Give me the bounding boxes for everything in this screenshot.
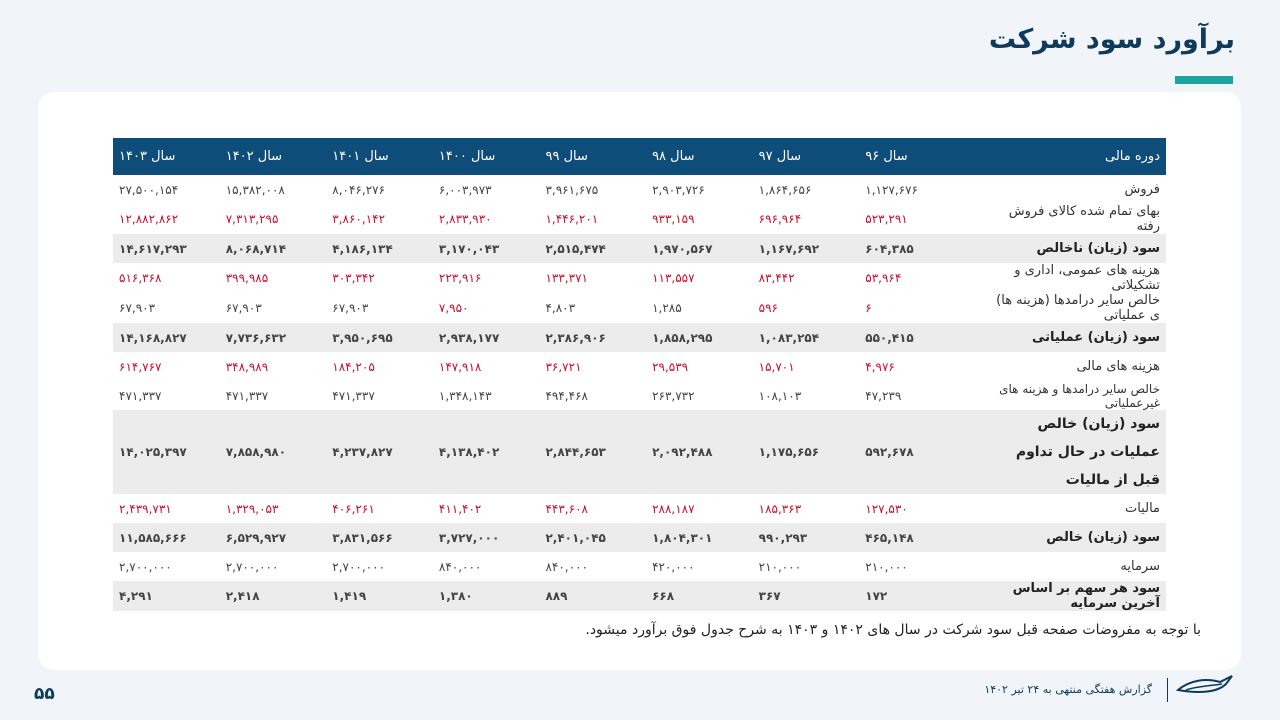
table-cell: ۲۱۰,۰۰۰ <box>865 559 908 574</box>
table-cell: ۲۹,۵۳۹ <box>652 359 689 374</box>
table-cell: ۹۹۰,۲۹۳ <box>753 523 860 552</box>
table-header-row <box>113 138 1166 175</box>
table-cell: ۱۴,۰۲۵,۳۹۷ <box>113 410 220 494</box>
row-label: فروش <box>1124 182 1160 197</box>
table-cell: ۱,۴۴۶,۲۰۱ <box>545 212 599 226</box>
table-cell: ۲,۷۰۰,۰۰۰ <box>119 559 172 574</box>
table-cell: ۸,۰۴۶,۲۷۶ <box>332 182 386 197</box>
title-accent-bar <box>1175 76 1233 84</box>
table-cell: ۳,۷۲۷,۰۰۰ <box>433 523 540 552</box>
table-cell: ۴۴۳,۶۰۸ <box>545 501 588 516</box>
table-cell: ۲۸۸,۱۸۷ <box>652 501 695 516</box>
row-label: مالیات <box>1124 501 1160 516</box>
page-title: برآورد سود شرکت <box>988 24 1235 55</box>
table-cell: ۱۵,۷۰۱ <box>758 359 795 374</box>
table-cell: ۱۸۵,۳۶۳ <box>758 501 802 516</box>
header-year-97: سال ۹۷ <box>753 138 860 175</box>
row-label: سود (زیان) خالص <box>979 523 1166 552</box>
header-year-98: سال ۹۸ <box>646 138 753 175</box>
table-cell: ۱,۸۶۴,۶۵۶ <box>758 182 812 197</box>
table-row <box>113 523 1166 552</box>
table-cell: ۲۶۳,۷۳۲ <box>652 388 695 403</box>
table-cell: ۲,۵۱۵,۴۷۴ <box>539 234 646 263</box>
table-row <box>113 381 1166 410</box>
table-row <box>113 552 1166 581</box>
table-cell: ۴۹۴,۴۶۸ <box>545 388 588 403</box>
row-label: خالص سایر درامدها (هزینه ها) ی عملیاتی <box>996 293 1160 323</box>
table-cell: ۱,۳۸۰ <box>433 581 540 611</box>
table-cell: ۳,۹۵۰,۶۹۵ <box>326 323 433 352</box>
header-year-1401: سال ۱۴۰۱ <box>326 138 433 175</box>
table-row <box>113 234 1166 263</box>
table-cell: ۴۷۱,۳۳۷ <box>225 388 269 403</box>
table-cell: ۴۷۱,۳۳۷ <box>332 388 375 403</box>
header-year-1403: سال ۱۴۰۳ <box>113 138 220 175</box>
table-cell: ۳,۹۶۱,۶۷۵ <box>545 182 599 197</box>
table-cell: ۲,۴۱۸ <box>220 581 327 611</box>
table-cell: ۲,۹۳۸,۱۷۷ <box>433 323 540 352</box>
table-cell: ۱,۴۱۹ <box>326 581 433 611</box>
table-cell: ۲,۹۰۳,۷۲۶ <box>652 182 705 197</box>
row-label: هزینه های عمومی، اداری و تشکیلاتی <box>1014 263 1160 293</box>
table-cell: ۱۴,۶۱۷,۲۹۳ <box>113 234 220 263</box>
table-cell: ۷,۷۳۶,۶۳۲ <box>220 323 327 352</box>
table-row <box>113 323 1166 352</box>
table-cell: ۱۱۳,۵۵۷ <box>652 271 695 285</box>
row-label: بهای تمام شده کالای فروش رفته <box>1008 204 1160 234</box>
table-cell: ۵۳,۹۶۴ <box>865 271 902 285</box>
table-cell: ۶۷,۹۰۳ <box>332 301 369 315</box>
table-cell: ۶۷,۹۰۳ <box>225 301 262 315</box>
table-cell: ۴,۹۷۶ <box>865 359 895 374</box>
table-cell: ۵۵۰,۴۱۵ <box>859 323 979 352</box>
table-cell: ۲,۴۳۹,۷۳۱ <box>119 501 172 516</box>
page-number: ۵۵ <box>34 684 55 704</box>
table-cell: ۵۹۶ <box>758 301 778 315</box>
table-cell: ۱۵,۳۸۲,۰۰۸ <box>225 182 285 197</box>
table-cell: ۶۶۸ <box>646 581 753 611</box>
table-cell: ۲۷,۵۰۰,۱۵۴ <box>119 182 179 197</box>
table-cell: ۱,۳۴۸,۱۴۳ <box>438 388 492 403</box>
table-cell: ۲,۳۸۶,۹۰۶ <box>539 323 646 352</box>
profit-estimate-table <box>113 138 1166 611</box>
table-cell: ۱۴۷,۹۱۸ <box>438 359 482 374</box>
report-label: گزارش هفتگی منتهی به ۲۴ تیر ۱۴۰۲ <box>984 683 1152 696</box>
row-label: خالص سایر درامدها و هزینه های غیرعملیاتی <box>999 381 1160 410</box>
table-cell: ۷,۸۵۸,۹۸۰ <box>220 410 327 494</box>
table-cell: ۲,۸۳۳,۹۳۰ <box>438 212 492 226</box>
table-cell: ۴۲۰,۰۰۰ <box>652 559 695 574</box>
table-cell: ۲,۷۰۰,۰۰۰ <box>225 559 279 574</box>
row-label: سرمایه <box>1120 559 1160 574</box>
table-row <box>113 352 1166 381</box>
table-cell: ۲,۴۰۱,۰۴۵ <box>539 523 646 552</box>
table-cell: ۱,۰۸۳,۲۵۴ <box>753 323 860 352</box>
table-cell: ۴۰۶,۲۶۱ <box>332 501 375 516</box>
table-cell: ۱,۱۷۵,۶۵۶ <box>753 410 860 494</box>
table-cell: ۱۷۲ <box>859 581 979 611</box>
table-cell: ۷,۹۵۰ <box>438 301 469 315</box>
table-cell: ۷,۳۱۳,۲۹۵ <box>225 212 279 226</box>
footer-divider <box>1167 678 1168 702</box>
header-year-1400: سال ۱۴۰۰ <box>433 138 540 175</box>
table-cell: ۶۹۶,۹۶۴ <box>758 212 802 226</box>
table-row <box>113 293 1166 323</box>
table-cell: ۱۱,۵۸۵,۶۶۶ <box>113 523 220 552</box>
table-cell: ۸,۰۶۸,۷۱۴ <box>220 234 327 263</box>
table-cell: ۴,۸۰۳ <box>545 301 576 315</box>
table-cell: ۱۲۷,۵۳۰ <box>865 501 908 516</box>
table-cell: ۳,۸۶۰,۱۴۲ <box>332 212 386 226</box>
table-row <box>113 204 1166 234</box>
table-cell: ۳۶,۷۲۱ <box>545 359 582 374</box>
table-cell: ۸۴۰,۰۰۰ <box>545 559 588 574</box>
table-cell: ۵۲۳,۲۹۱ <box>865 212 908 226</box>
table-cell: ۲۱۰,۰۰۰ <box>758 559 802 574</box>
table-cell: ۳,۸۳۱,۵۶۶ <box>326 523 433 552</box>
table-cell: ۶,۰۰۳,۹۷۳ <box>438 182 492 197</box>
table-row <box>113 581 1166 611</box>
table-cell: ۴۶۵,۱۴۸ <box>859 523 979 552</box>
table-cell: ۱,۱۶۷,۶۹۲ <box>753 234 860 263</box>
table-cell: ۴,۲۳۷,۸۲۷ <box>326 410 433 494</box>
table-cell: ۱۳۳,۳۷۱ <box>545 271 588 285</box>
table-cell: ۲,۸۴۴,۶۵۳ <box>539 410 646 494</box>
table-cell: ۱۸۴,۲۰۵ <box>332 359 375 374</box>
header-period: دوره مالی <box>979 138 1166 175</box>
table-cell: ۳۶۷ <box>753 581 860 611</box>
table-cell: ۹۳۳,۱۵۹ <box>652 212 695 226</box>
row-label: سود (زیان) عملیاتی <box>979 323 1166 352</box>
header-year-99: سال ۹۹ <box>539 138 646 175</box>
row-label: سود هر سهم بر اساس آخرین سرمایه <box>979 581 1166 611</box>
table-cell: ۳۹۹,۹۸۵ <box>225 271 269 285</box>
table-cell: ۴۷۱,۳۳۷ <box>119 388 162 403</box>
table-cell: ۱۰۸,۱۰۳ <box>758 388 802 403</box>
table-cell: ۳۰۳,۳۴۲ <box>332 271 375 285</box>
footnote-text: با توجه به مفروضات صفحه قبل سود شرکت در سال های ۱۴۰۲ و ۱۴۰۳ به شرح جدول فوق برآورد میشود. <box>585 622 1201 638</box>
table-cell: ۴,۱۸۶,۱۳۴ <box>326 234 433 263</box>
table-cell: ۱۲,۸۸۲,۸۶۲ <box>119 212 179 226</box>
table-cell: ۵۹۲,۶۷۸ <box>859 410 979 494</box>
table-cell: ۸۳,۴۴۲ <box>758 271 795 285</box>
header-year-96: سال ۹۶ <box>859 138 979 175</box>
table-cell: ۱,۲۸۵ <box>652 301 682 315</box>
header-year-1402: سال ۱۴۰۲ <box>220 138 327 175</box>
table-cell: ۱,۳۲۹,۰۵۳ <box>225 501 279 516</box>
table-cell: ۳,۱۷۰,۰۴۳ <box>433 234 540 263</box>
table-cell: ۱,۱۲۷,۶۷۶ <box>865 182 918 197</box>
row-label: سود (زیان) ناخالص <box>979 234 1166 263</box>
table-cell: ۶,۵۲۹,۹۲۷ <box>220 523 327 552</box>
row-label: هزینه های مالی <box>1076 359 1160 374</box>
table-cell: ۴۱۱,۴۰۲ <box>438 501 482 516</box>
bird-logo-icon <box>1176 672 1234 702</box>
content-card <box>38 92 1241 670</box>
table-row <box>113 410 1166 494</box>
table-cell: ۲,۷۰۰,۰۰۰ <box>332 559 386 574</box>
table-row <box>113 263 1166 293</box>
table-cell: ۱,۸۵۸,۲۹۵ <box>646 323 753 352</box>
table-cell: ۲,۰۹۲,۴۸۸ <box>646 410 753 494</box>
table-cell: ۸۸۹ <box>539 581 646 611</box>
table-row <box>113 175 1166 204</box>
table-cell: ۳۴۸,۹۸۹ <box>225 359 269 374</box>
row-label: سود (زیان) خالص عملیات در حال تداوم قبل از مالیات <box>979 410 1166 494</box>
table-row <box>113 494 1166 523</box>
table-cell: ۱,۹۷۰,۵۶۷ <box>646 234 753 263</box>
table-cell: ۶۰۴,۳۸۵ <box>859 234 979 263</box>
table-cell: ۸۴۰,۰۰۰ <box>438 559 482 574</box>
table-cell: ۲۲۳,۹۱۶ <box>438 271 482 285</box>
table-cell: ۴,۱۳۸,۴۰۲ <box>433 410 540 494</box>
table-cell: ۱۴,۱۶۸,۸۲۷ <box>113 323 220 352</box>
table-cell: ۴,۲۹۱ <box>113 581 220 611</box>
table-cell: ۶۱۴,۷۶۷ <box>119 359 162 374</box>
table-cell: ۱,۸۰۴,۳۰۱ <box>646 523 753 552</box>
table-cell: ۵۱۶,۳۶۸ <box>119 271 162 285</box>
table-cell: ۶۷,۹۰۳ <box>119 301 156 315</box>
table-cell: ۶ <box>865 301 872 315</box>
table-cell: ۴۷,۲۳۹ <box>865 388 902 403</box>
